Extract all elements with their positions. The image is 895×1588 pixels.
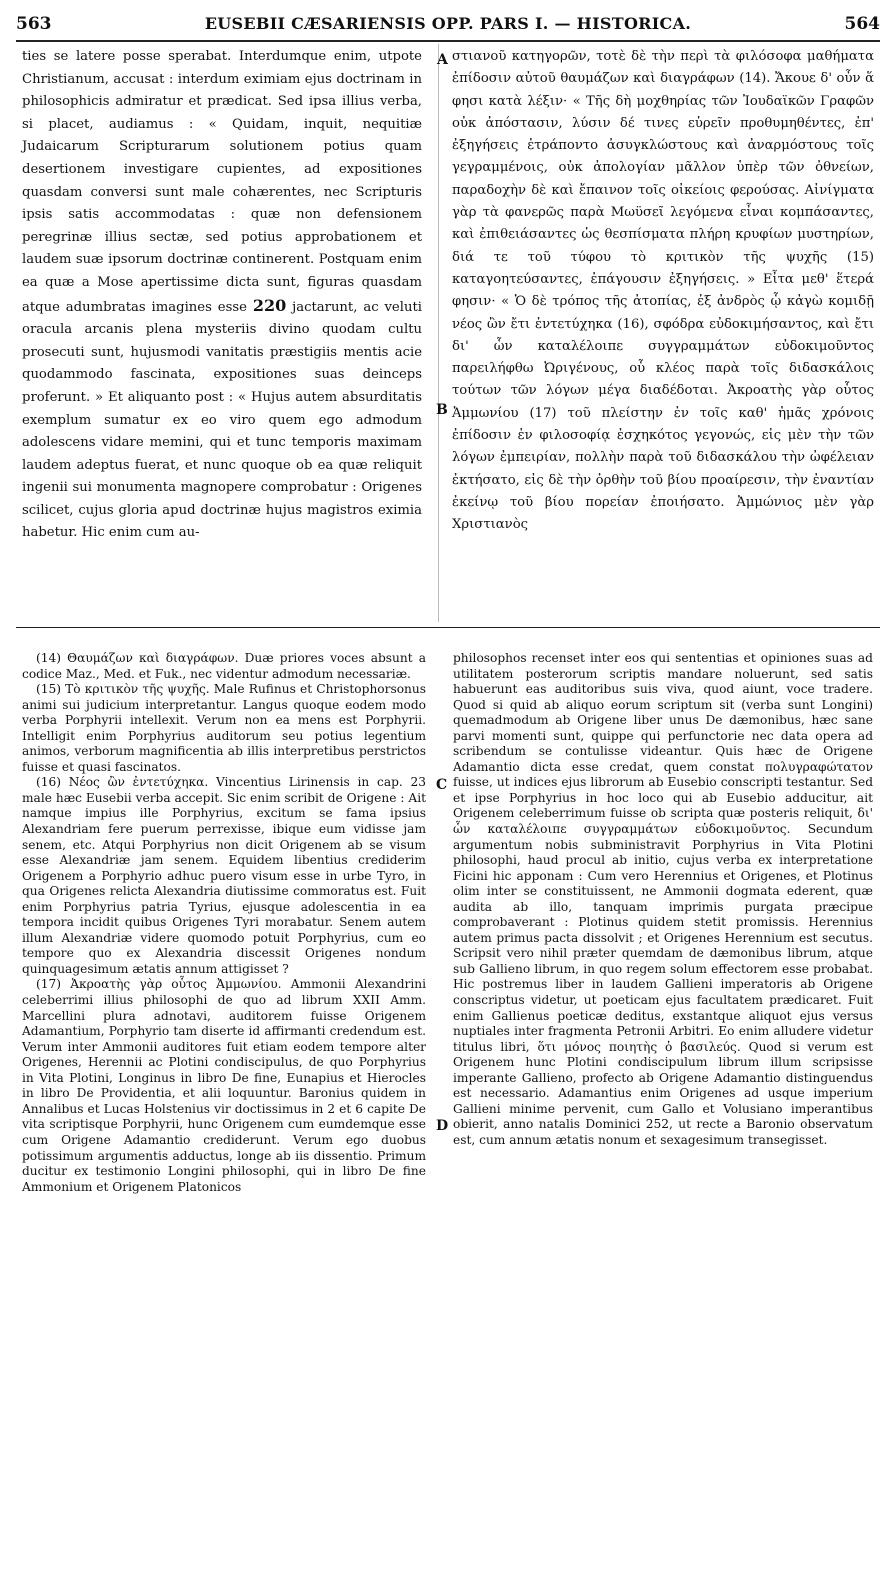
latin-paragraph bbox=[22, 46, 422, 545]
footnote-14: (14) Θαυμάζων καὶ διαγράφων. Duæ priores voces absunt a codice Maz., Med. et Fuk., nec videntur admodum necessariæ. bbox=[22, 651, 426, 681]
main-text-latin bbox=[22, 46, 422, 545]
notes-rule bbox=[16, 627, 880, 628]
header-rule bbox=[16, 40, 880, 42]
running-title: EUSEBII CÆSARIENSIS OPP. PARS I. — HISTORICA. bbox=[204, 14, 692, 33]
margin-letter-a: A bbox=[437, 52, 448, 68]
footnotes-right bbox=[453, 651, 873, 1149]
page-header bbox=[16, 14, 880, 40]
column-divider bbox=[438, 44, 439, 622]
latin-text-part-2: jactarunt, ac veluti oracula arcanis plena mysteriis divino quodam cultu prosecuti sunt, hujusmodi vanitatis præstigiis mentis acie quodammodo fascinata, expositiones suas deinceps proferunt. » Et aliquanto post : « Hujus autem absurditatis exemplum sumatur ex eo viro quem ego admodum adolescens vidare memini, qui et tunc temporis maximam laudem adeptus fuerat, et nunc quoque ob ea quæ reliquit ingenii sui monumenta magnopere comprobatur : Origenes scilicet, cujus gloria apud doctrinæ hujus magistros eximia habetur. Hic enim cum au- bbox=[22, 299, 422, 541]
footnote-16: (16) Νέος ὢν ἐντετύχηκα. Vincentius Lirinensis in cap. 23 male hæc Eusebii verba accepit. Sic enim scribit de Origene : Ait namque impius ille Porphyrius, excitum se fama ipsius Alexandriam fere puerum perrexisse, ibique eum vidisse jam senem, etc. Atqui Porphyrius non dicit Origenem ab se visum esse Alexandriæ jam senem. Equidem libentius crediderim Origenem a Porphyrio adhuc puero visum esse in urbe Tyro, in qua Origenes relicta Alexandria diutissime commoratus est. Fuit enim Porphyrius patria Tyrius, ejusque adolescentia in ea tempora incidit quibus Origenes Tyri morabatur. Senem autem illum Alexandriæ videre quomodo potuit Porphyrius, cum eo tempore quo ex Alexandria discessit Origenes nondum quinquagesimum ætatis annum attigisset ? bbox=[22, 775, 426, 976]
latin-text-part-1: ties se latere posse sperabat. Interdumque enim, utpote Christianum, accusat : interdum eximiam ejus doctrinam in philosophicis admiratur et prædicat. Sed ipsa illius verba, si placet, audiamus : « Quidam, inquit, nequitiæ Judaicarum Scripturarum solutionem potius quam desertionem investigare cupientes, ad expositiones quasdam conversi sunt male cohærentes, nec Scripturis ipsis satis accommodatas : quæ non defensionem peregrinæ illius sectæ, sed potius approbationem et laudem suæ ipsorum doctrinæ continerent. Postquam enim ea quæ a Mose apertissime dicta sunt, figuras quasdam atque adumbratas imagines esse bbox=[22, 49, 422, 315]
footnote-17-continued: philosophos recenset inter eos qui sententias et opiniones suas ad utilitatem posterorum scriptis mandare noluerunt, sed satis habuerunt eas auditoribus suis viva, quod aiunt, voce tradere. Quod si quid ab aliquo eorum scriptum sit (verba sunt Longini) quemadmodum ab Origene liber unus De dæmonibus, hæc sane parvi momenti sunt, quippe qui perfunctorie nec data opera ad scribendum se contulisse videantur. Quis hæc de Origene Adamantio dicta esse credat, quem constat πολυγραφώτατον fuisse, ut indices ejus librorum ab Eusebio conscripti testantur. Sed et ipse Porphyrius in hoc loco qui ab Eusebio adducitur, ait Origenem celeberrimum fuisse ob scripta quæ posteris reliquit, δι' ὧν καταλέλοιπε συγγραμμάτων εὐδοκιμοῦντος. Secundum argumentum nobis subministravit Porphyrius in Vita Plotini philosophi, haud procul ab initio, cujus verba ex interpretatione Ficini hic apponam : Cum vero Herennius et Origenes, et Plotinus olim inter se constituissent, ne Ammonii dogmata ederent, quæ audita ab illo, tanquam imprimis purgata præcipue comprobaverant : Plotinus quidem stetit promissis. Herennius autem primus pacta dissolvit ; et Origenes Herennium est secutus. Scripsit vero nihil præter quemdam de dæmonibus librum, atque sub Gallieno librum, in quo regem solum effectorem esse probabat. Hic postremus liber in laudem Gallieni imperatoris ab Origene conscriptus videtur, ut poeticam ejus facultatem prædicaret. Fuit enim Gallienus poeticæ deditus, exstantque aliquot ejus versus nuptiales inter fragmenta Petronii Arbitri. Eo enim alludere videtur titulus libri, ὅτι μόνος ποιητὴς ὁ βασιλεύς. Quod si verum est Origenem hunc Plotini condiscipulum librum illum scripsisse imperante Gallieno, profecto ab Origene Adamantio distinguendus est necessario. Adamantius enim Origenes ad usque imperium Gallieni minime pervenit, cum Gallo et Volusiano imperantibus obierit, anno natalis Dominici 252, ut recte a Baronio observatum est, cum annum ætatis nonum et sexagesimum transegisset. bbox=[453, 651, 873, 1147]
footnotes-left bbox=[22, 651, 426, 1195]
right-page-number: 564 bbox=[844, 14, 880, 34]
left-page-number: 563 bbox=[16, 14, 52, 34]
margin-letter-b: B bbox=[436, 402, 448, 418]
footnote-17: (17) Ἀκροατὴς γὰρ οὗτος Ἀμμωνίου. Ammonii Alexandrini celeberrimi illius philosophi de quo ad librum XXII Amm. Marcellini plura adnotavi, auditorem fuisse Origenem Adamantium, Porphyrio tam diserte id affirmanti credendum est. Verum inter Ammonii auditores fuit etiam eodem tempore alter Origenes, Herennii ac Plotini condiscipulus, de quo Porphyrius in Vita Plotini, Longinus in libro De fine, Eunapius et Hierocles in libro De Providentia, et alii loquuntur. Baronius quidem in Annalibus et Lucas Holstenius vir doctissimus in 2 et 6 capite De vita scriptisque Porphyrii, hunc Origenem cum eumdemque esse cum Origene Adamantio crediderunt. Verum ego duobus potissimum argumentis adductus, longe ab iis dissentio. Primum ducitur ex testimonio Longini philosophi, qui in libro De fine Ammonium et Origenem Platonicos bbox=[22, 977, 426, 1194]
footnote-15: (15) Τὸ κριτικὸν τῆς ψυχῆς. Male Rufinus et Christophorsonus animi sui judicium interpretantur. Langus quoque eodem modo verba Porphyrii intellexit. Verum non ea mens est Porphyrii. Intelligit enim Porphyrius auditorum seu potius legentium animos, verborum magnificentia ab illis interpretibus perstrictos fuisse et quasi fascinatos. bbox=[22, 682, 426, 774]
main-text-greek bbox=[452, 46, 874, 537]
marginal-number: 220 bbox=[252, 295, 287, 315]
greek-paragraph: στιανοῦ κατηγορῶν, τοτὲ δὲ τὴν περὶ τὰ φιλόσοφα μαθήματα ἐπίδοσιν αὐτοῦ θαυμάζων καὶ διαγράφων (14). Ἄκουε δ' οὖν ἅ φησι κατὰ λέξιν· « Τῆς δὴ μοχθηρίας τῶν Ἰουδαϊκῶν Γραφῶν οὐκ ἀπόστασιν, λύσιν δέ τινες εὑρεῖν προθυμηθέντες, ἐπ' ἐξηγήσεις ἐτράποντο ἀσυγκλώστους καὶ ἀναρμόστους τοῖς γεγραμμένοις, οὐκ ἀπολογίαν μᾶλλον ὑπὲρ τῶν ὀθνείων, παραδοχὴν δὲ καὶ ἔπαινον τοῖς οἰκείοις φερούσας. Αἰνίγματα γὰρ τὰ φανερῶς παρὰ Μωϋσεῖ λεγόμενα εἶναι κομπάσαντες, καὶ ἐπιθειάσαντες ὡς θεσπίσματα πλήρη κρυφίων μυστηρίων, διά τε τοῦ τύφου τὸ κριτικὸν τῆς ψυχῆς (15) καταγοητεύσαντες, ἐπάγουσιν ἐξηγήσεις. » Εἶτα μεθ' ἕτερά φησιν· « Ὁ δὲ τρόπος τῆς ἀτοπίας, ἐξ ἀνδρὸς ᾧ κἀγὼ κομιδῇ νέος ὢν ἔτι ἐντετύχηκα (16), σφόδρα εὐδοκιμήσαντος, καὶ ἔτι δι' ὧν καταλέλοιπε συγγραμμάτων εὐδοκιμοῦντος παρειλήφθω Ὠριγένους, οὗ κλέος παρὰ τοῖς διδασκάλοις τούτων τῶν λόγων μέγα διαδέδοται. Ἀκροατὴς γὰρ οὗτος Ἀμμωνίου (17) τοῦ πλείστην ἐν τοῖς καθ' ἡμᾶς χρόνοις ἐπίδοσιν ἐν φιλοσοφίᾳ ἐσχηκότος γεγονώς, εἰς μὲν τὴν τῶν λόγων ἐμπειρίαν, πολλὴν παρὰ τοῦ διδασκάλου τὴν ὠφέλειαν ἐκτήσατο, εἰς δὲ τὴν ὀρθὴν τοῦ βίου προαίρεσιν, τὴν ἐναντίαν ἐκείνῳ τοῦ βίου πορείαν ἐποιήσατο. Ἀμμώνιος μὲν γὰρ Χριστιανὸς bbox=[452, 49, 874, 533]
margin-letter-d: D bbox=[436, 1118, 449, 1134]
margin-letter-c: C bbox=[436, 777, 448, 793]
